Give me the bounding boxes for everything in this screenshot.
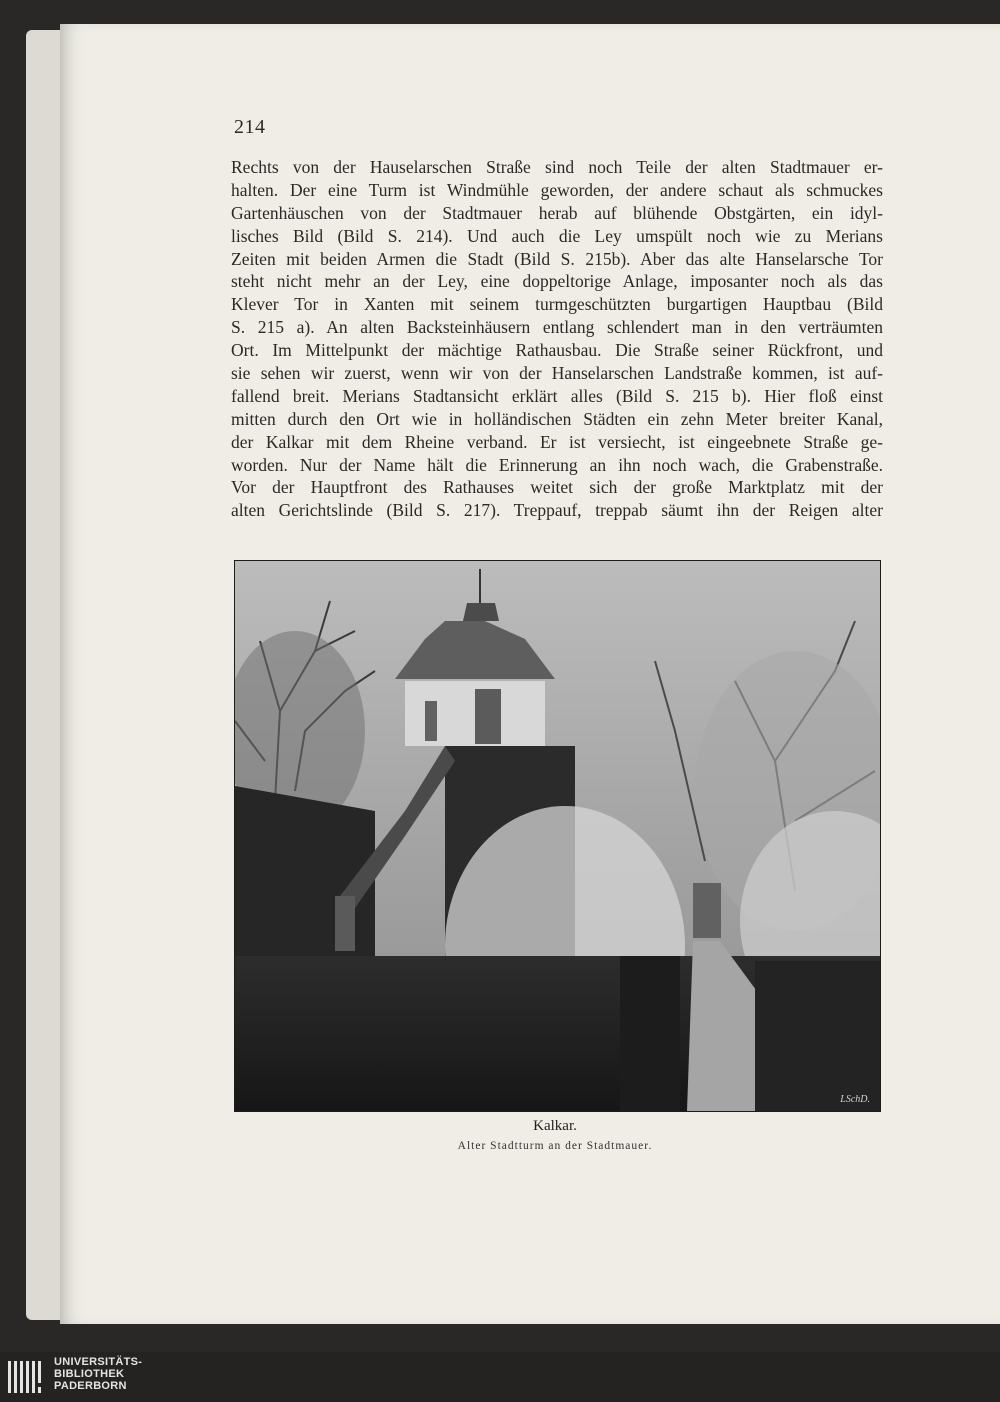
photo-tower-garden [234,560,881,1112]
text-line: sie sehen wir zuerst, wenn wir von der Hanselarschen Landstraße kommen, ist auf- [231,363,883,384]
book-page [60,24,1000,1324]
library-name-line: PADERBORN [54,1380,127,1393]
text-line: S. 215 a). An alten Backsteinhäusern entlang schlendert man in den verträumten [231,317,883,338]
text-line: alten Gerichtslinde (Bild S. 217). Treppauf, treppab säumt ihn der Reigen alter [231,500,883,521]
text-line: Klever Tor in Xanten mit seinem turmgeschützten burgartigen Hauptbau (Bild [231,294,883,315]
photo-signature: LSchD. [840,1094,870,1105]
body-text [231,156,883,522]
text-line: halten. Der eine Turm ist Windmühle geworden, der andere schaut als schmuckes [231,179,883,200]
page-number: 214 [234,116,266,138]
text-line: steht nicht mehr an der Ley, eine doppeltorige Anlage, imposanter noch als das [231,271,883,292]
library-name-line: BIBLIOTHEK [54,1368,125,1381]
text-line: der Kalkar mit dem Rheine verband. Er ist versiecht, ist eingeebnete Straße ge- [231,431,883,452]
library-footer-bar [0,1352,1000,1402]
library-name-line: UNIVERSITÄTS- [54,1356,143,1368]
text-line: Rechts von der Hauselarschen Straße sind noch Teile der alten Stadtmauer er- [231,157,883,177]
text-line: fallend breit. Merians Stadtansicht erklärt alles (Bild S. 215 b). Hier floß einst [231,385,883,406]
text-line: worden. Nur der Name hält die Erinnerung an ihn noch wach, die Grabenstraße. [231,454,883,475]
text-line: lisches Bild (Bild S. 214). Und auch die Ley umspült noch wie zu Merians [231,225,883,246]
figure-caption-title: Kalkar. [533,1118,577,1134]
library-name [54,1356,142,1393]
figure-caption-subtitle: Alter Stadtturm an der Stadtmauer. [457,1140,653,1152]
text-line: mitten durch den Ort wie in holländischen Städten ein zehn Meter breiter Kanal, [231,408,883,429]
text-line: Gartenhäuschen von der Stadtmauer herab auf blühende Obstgärten, ein idyl- [231,202,883,223]
text-line: Vor der Hauptfront des Rathauses weitet sich der große Marktplatz mit der [231,477,883,498]
text-line: Zeiten mit beiden Armen die Stadt (Bild S. 215b). Aber das alte Hanselarsche Tor [231,248,883,269]
text-line: Ort. Im Mittelpunkt der mächtige Rathausbau. Die Straße seiner Rückfront, und [231,340,883,361]
library-barcode-logo [8,1357,44,1397]
